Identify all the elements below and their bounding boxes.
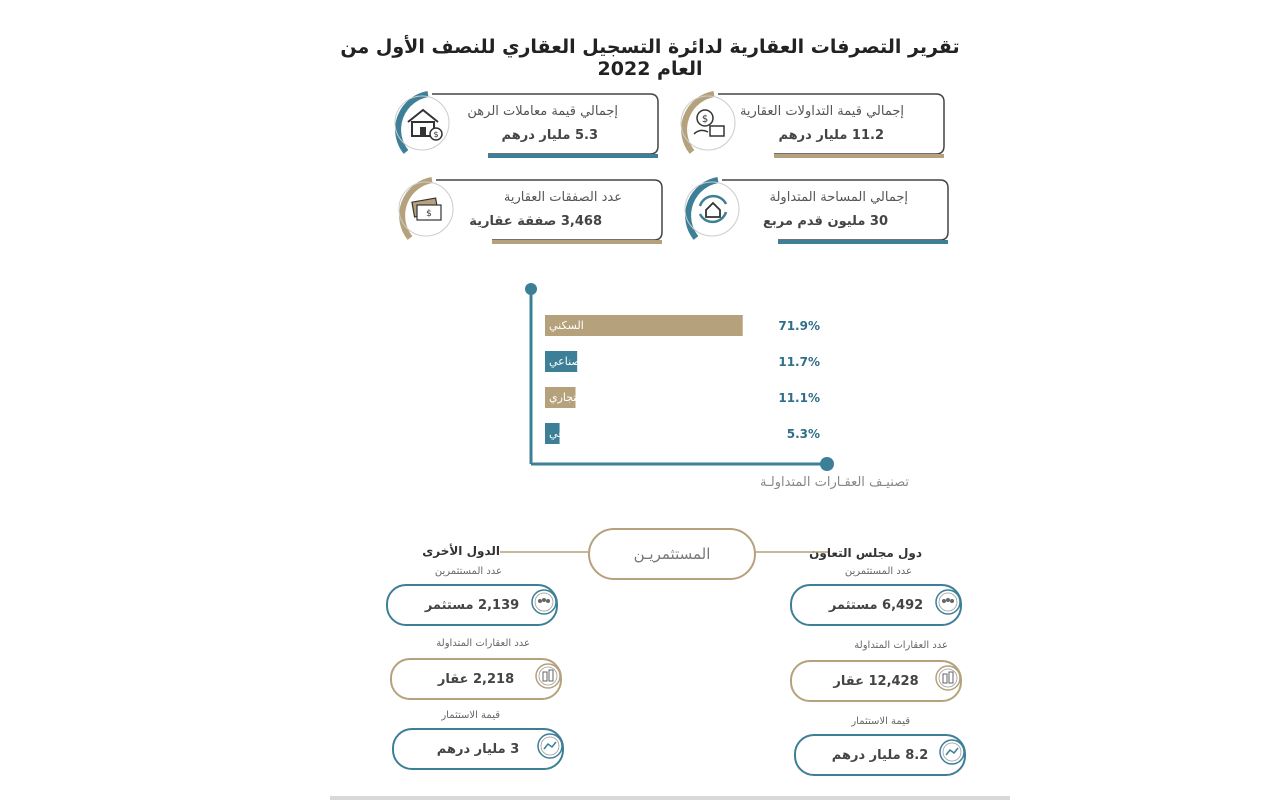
- investors-icon: [530, 588, 558, 616]
- others-properties-label: عدد العقارات المتداولة: [436, 638, 530, 649]
- svg-text:$: $: [433, 130, 439, 139]
- gcc-investment-value: 8.2 مليار درهم: [794, 734, 966, 776]
- house-dollar-icon: [400, 100, 446, 146]
- page-title: تقرير التصرفات العقارية لدائرة التسجيل العقاري للنصف الأول من العام 2022: [340, 36, 960, 80]
- others-investment-value: 3 مليار درهم: [392, 728, 564, 770]
- card-label: عدد الصفقات العقارية: [503, 190, 622, 205]
- card-value: 30 مليون قدم مربع: [762, 214, 888, 229]
- gcc-investors-label: عدد المستثمرين: [844, 566, 912, 577]
- chart-title: تصنيـف العقـارات المتداولـة: [760, 475, 910, 490]
- card-label: إجمالي قيمة التداولات العقارية: [739, 104, 904, 119]
- card-value: 5.3 مليار درهم: [501, 128, 598, 143]
- cash-bills-icon: [404, 186, 450, 232]
- svg-text:$: $: [701, 114, 709, 125]
- chart-axis-start-dot: [525, 283, 537, 295]
- bar-category-label: السكني: [549, 319, 584, 332]
- money-hand-icon: [536, 732, 564, 760]
- bar-category-label: الصناعي: [549, 355, 588, 368]
- others-heading: الدول الأخرى: [422, 544, 500, 558]
- card-deals-count: [392, 176, 662, 242]
- buildings-icon: [534, 662, 562, 690]
- investors-icon: [934, 588, 962, 616]
- svg-text:$: $: [426, 209, 432, 219]
- card-value: 3,468 صفقة عقارية: [469, 214, 602, 229]
- bar-category-label: الزراعي: [549, 427, 586, 440]
- gcc-properties-value: 12,428 عقار: [790, 660, 962, 702]
- bar-value-label: 5.3%: [786, 427, 820, 441]
- others-investors-label: عدد المستثمرين: [434, 566, 502, 577]
- card-traded-area: [678, 176, 948, 242]
- gcc-investors-value: 6,492 مستثمر: [790, 584, 962, 626]
- gcc-investment-label: قيمة الاستثمار: [851, 716, 910, 727]
- others-properties-value: 2,218 عقار: [390, 658, 562, 700]
- card-label: إجمالي قيمة معاملات الرهن: [467, 104, 618, 119]
- card-mortgage-value: [388, 90, 658, 156]
- gcc-properties-label: عدد العقارات المتداولة: [854, 640, 948, 651]
- card-value: 11.2 مليار درهم: [778, 128, 884, 143]
- chart-axis-end-dot: [820, 457, 834, 471]
- bar-value-label: 71.9%: [778, 319, 820, 333]
- house-refresh-icon: [690, 186, 736, 232]
- money-hand-icon: [938, 738, 966, 766]
- bottom-divider: [330, 796, 1010, 800]
- bar-value-label: 11.1%: [778, 391, 820, 405]
- others-investment-label: قيمة الاستثمار: [441, 710, 500, 721]
- bar-category-label: التجاري: [549, 391, 584, 404]
- card-trading-value: [674, 90, 944, 156]
- property-category-chart: [520, 278, 910, 508]
- buildings-icon: [934, 664, 962, 692]
- investors-title: المستثمريـن: [588, 528, 756, 580]
- card-label: إجمالي المساحة المتداولة: [769, 190, 908, 205]
- others-investors-value: 2,139 مستثمر: [386, 584, 558, 626]
- gcc-heading: دول مجلس التعاون: [809, 546, 922, 560]
- hand-money-icon: [686, 100, 732, 146]
- bar-value-label: 11.7%: [778, 355, 820, 369]
